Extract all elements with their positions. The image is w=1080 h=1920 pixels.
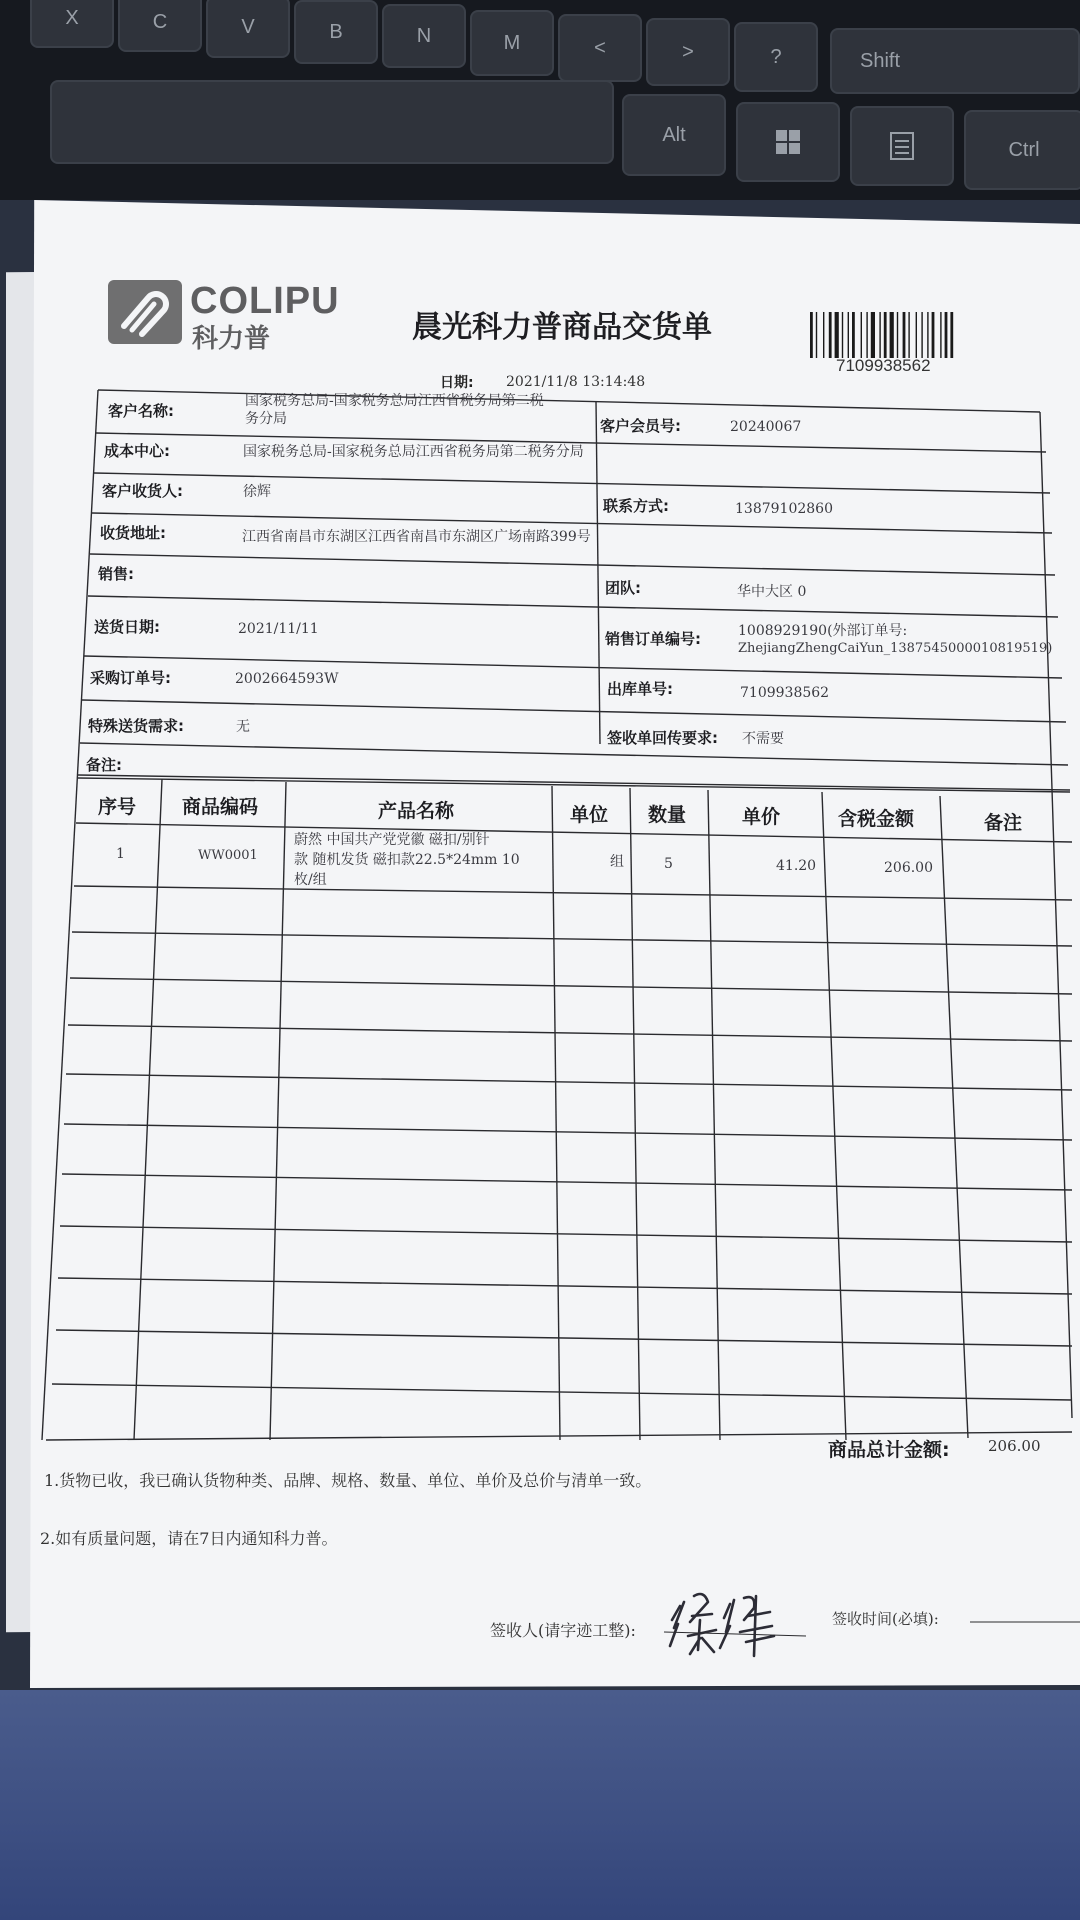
sign-time-label: 签收时间(必填):	[832, 1610, 939, 1628]
key-question: ?	[734, 22, 818, 92]
key-c: C	[118, 0, 202, 52]
key-greater: >	[646, 18, 730, 86]
col-header-name: 产品名称	[378, 800, 455, 822]
special-label: 特殊送货需求:	[88, 717, 184, 735]
date-value: 2021/11/8 13:14:48	[506, 374, 646, 390]
key-n: N	[382, 4, 466, 68]
col-header-unit: 单位	[570, 804, 609, 826]
po-label: 采购订单号:	[90, 669, 171, 687]
cost-center-label: 成本中心:	[104, 442, 170, 460]
row1-qty: 5	[664, 856, 673, 872]
key-v: V	[206, 0, 290, 58]
sales-label: 销售:	[98, 565, 134, 583]
row1-code: WW0001	[198, 848, 258, 863]
key-x: X	[30, 0, 114, 48]
outbound-label: 出库单号:	[607, 680, 673, 698]
row1-price: 41.20	[776, 858, 817, 874]
row1-name-line2: 款 随机发货 磁扣款22.5*24mm 10	[294, 852, 520, 868]
key-alt: Alt	[622, 94, 726, 176]
team-value: 华中大区 0	[737, 584, 807, 600]
customer-name-line1: 国家税务总局-国家税务总局江西省税务局第二税	[245, 393, 544, 409]
signer-label: 签收人(请字迹工整):	[490, 1621, 636, 1640]
address-value: 江西省南昌市东湖区江西省南昌市东湖区广场南路399号	[242, 529, 591, 545]
logo-text-cn: 科力普	[192, 324, 271, 354]
total-value: 206.00	[988, 1437, 1041, 1455]
document-title: 晨光科力普商品交货单	[412, 310, 712, 345]
contact-value: 13879102860	[735, 501, 833, 517]
po-value: 2002664593W	[235, 671, 339, 687]
col-header-amount: 含税金额	[838, 808, 915, 830]
delivery-date-value: 2021/11/11	[238, 621, 319, 637]
key-m: M	[470, 10, 554, 76]
sales-order-line1: 1008929190(外部订单号:	[738, 623, 908, 639]
sign-time-line	[970, 1620, 1080, 1624]
address-label: 收货地址:	[100, 524, 166, 542]
note-2: 2.如有质量问题，请在7日内通知科力普。	[40, 1529, 338, 1548]
special-value: 无	[236, 719, 250, 735]
member-no-value: 20240067	[730, 419, 802, 435]
key-less: <	[558, 14, 642, 82]
total-label: 商品总计金额:	[828, 1439, 950, 1461]
row1-name-line1: 蔚然 中国共产党党徽 磁扣/别针	[294, 832, 490, 848]
key-shift: Shift	[830, 28, 1080, 94]
date-label: 日期:	[440, 375, 474, 391]
barcode-number: 7109938562	[836, 356, 931, 375]
cost-center-value: 国家税务总局-国家税务总局江西省税务局第二税务分局	[243, 444, 584, 460]
customer-name-label: 客户名称:	[108, 402, 174, 420]
team-label: 团队:	[605, 579, 641, 597]
sales-order-line2: ZhejiangZhengCaiYun_1387545000010819519)	[738, 641, 1053, 656]
receiver-value: 徐辉	[243, 484, 271, 500]
row1-amount: 206.00	[884, 860, 933, 876]
note-1: 1.货物已收，我已确认货物种类、品牌、规格、数量、单位、单价及总价与清单一致。	[44, 1471, 652, 1490]
row1-unit: 组	[610, 854, 624, 870]
receiver-label: 客户收货人:	[102, 482, 183, 500]
handwritten-signature	[660, 1576, 810, 1668]
sales-order-label: 销售订单编号:	[605, 630, 701, 648]
member-no-label: 客户会员号:	[600, 417, 681, 435]
outbound-value: 7109938562	[740, 685, 830, 701]
col-header-code: 商品编码	[182, 796, 259, 818]
key-b: B	[294, 0, 378, 64]
customer-name-line2: 务分局	[245, 411, 287, 427]
contact-label: 联系方式:	[603, 497, 669, 515]
remark-label: 备注:	[86, 756, 122, 774]
col-header-qty: 数量	[648, 804, 687, 826]
key-ctrl: Ctrl	[964, 110, 1080, 190]
row1-name-line3: 枚/组	[294, 872, 327, 888]
delivery-date-label: 送货日期:	[94, 618, 160, 636]
row1-seq: 1	[116, 846, 125, 862]
logo-text-en: COLIPU	[190, 280, 340, 322]
receipt-label: 签收单回传要求:	[607, 729, 718, 747]
col-header-seq: 序号	[98, 796, 137, 818]
col-header-remark: 备注	[984, 812, 1023, 834]
receipt-value: 不需要	[742, 731, 784, 747]
col-header-price: 单价	[742, 806, 781, 828]
